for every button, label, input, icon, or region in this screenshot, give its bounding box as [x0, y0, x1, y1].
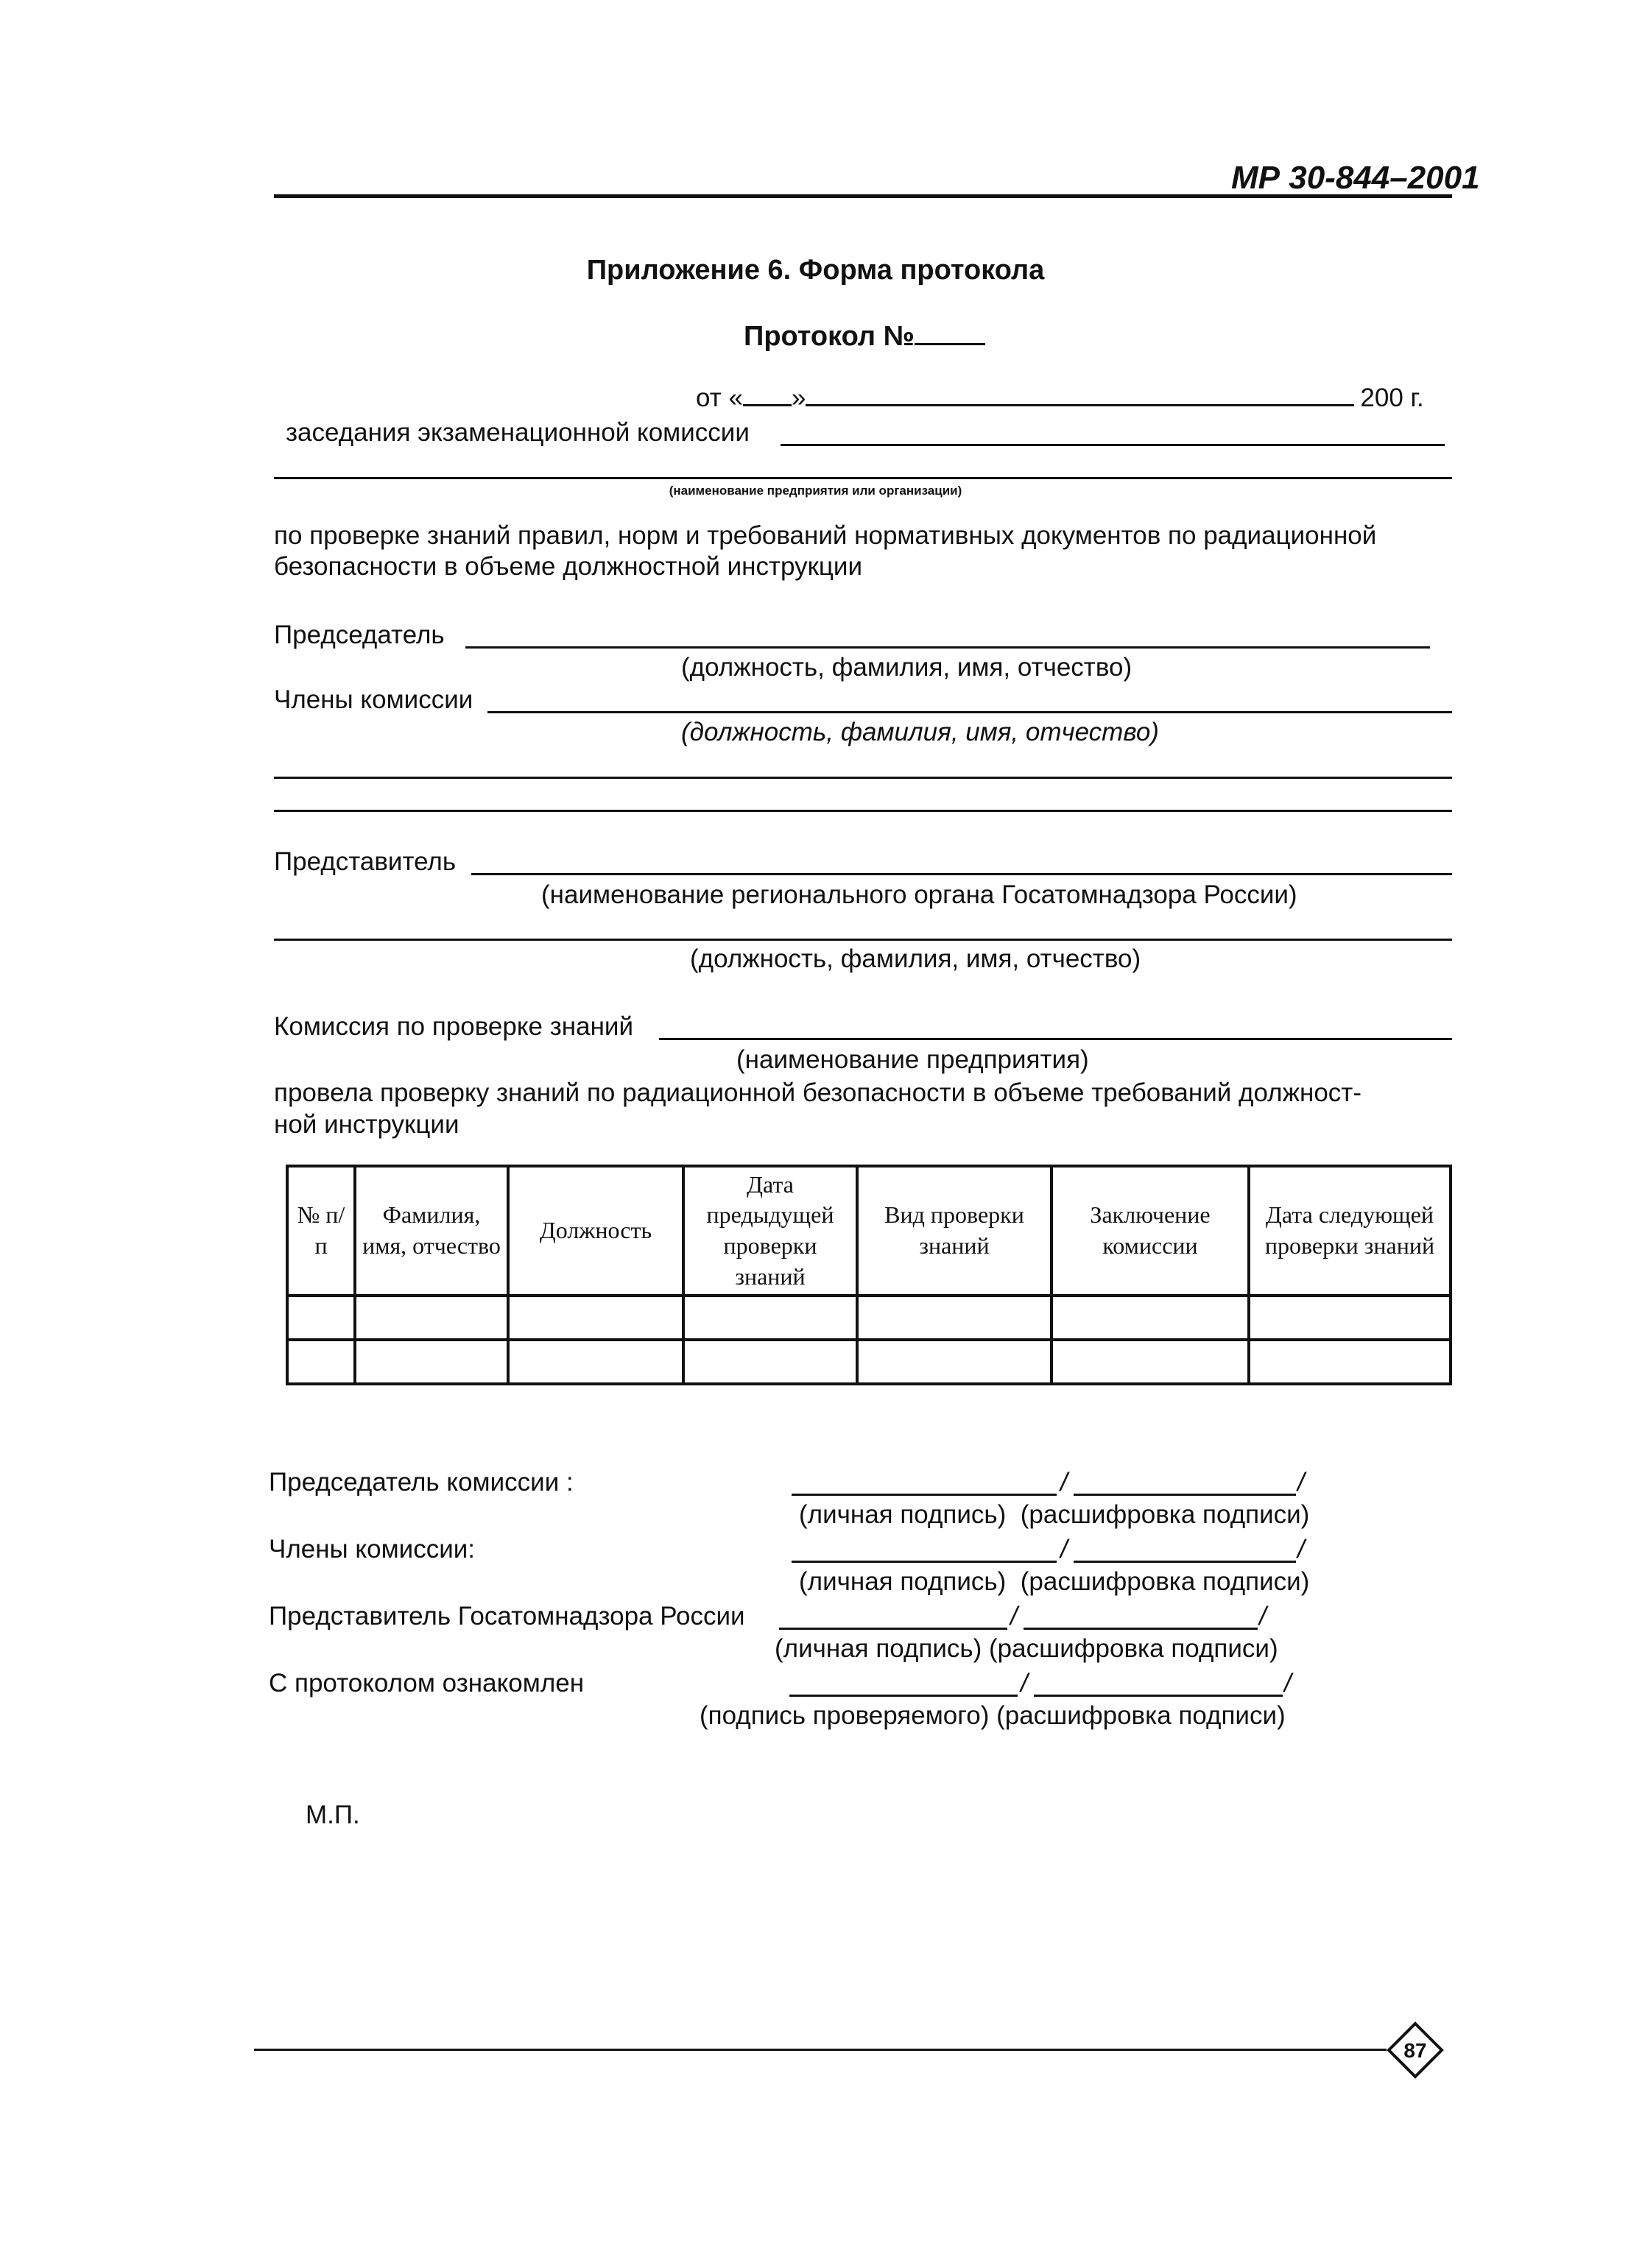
footer-rule: [254, 2049, 1387, 2051]
commission-label: Комиссия по проверке знаний: [274, 1012, 634, 1041]
sig-acknowledged-caption: (подпись проверяемого) (расшифровка подписи): [700, 1701, 1286, 1730]
table-cell[interactable]: [508, 1340, 683, 1384]
col-header-previous-check-date: Дата предыдущей проверки знаний: [683, 1166, 857, 1296]
chairman-label: Председатель: [274, 621, 445, 649]
representative-person-caption: (должность, фамилия, имя, отчество): [690, 944, 1141, 973]
table-cell[interactable]: [857, 1296, 1051, 1340]
sig-acknowledged-name-blank: [1034, 1695, 1283, 1697]
representative-person-blank: [274, 939, 1452, 941]
members-blank-3: [274, 810, 1452, 812]
meeting-org-caption: (наименование предприятия или организации): [669, 484, 962, 498]
sig-members-label: Члены комиссии:: [269, 1535, 476, 1564]
table-cell[interactable]: [1051, 1340, 1249, 1384]
table-cell[interactable]: [683, 1340, 857, 1384]
col-header-check-type: Вид проверки знаний: [857, 1166, 1051, 1296]
stamp-place-label: М.П.: [306, 1801, 360, 1829]
table-cell[interactable]: [508, 1296, 683, 1340]
table-cell[interactable]: [355, 1340, 508, 1384]
table-cell[interactable]: [857, 1340, 1051, 1384]
appendix-title: Приложение 6. Форма протокола: [586, 255, 1045, 286]
table-cell[interactable]: [287, 1340, 355, 1384]
members-blank: [487, 711, 1452, 713]
sig-acknowledged-signature-blank: [789, 1695, 1018, 1697]
sig-chairman-slash-2: /: [1297, 1468, 1305, 1497]
commission-text-line-2: ной инструкции: [274, 1110, 459, 1139]
sig-acknowledged-slash-1: /: [1021, 1669, 1028, 1698]
sig-members-slash-1: /: [1060, 1535, 1068, 1564]
sig-representative-caption: (личная подпись) (расшифровка подписи): [775, 1634, 1278, 1663]
table-row: [287, 1296, 1451, 1340]
date-line: [696, 385, 1424, 411]
sig-members-name-blank: [1074, 1561, 1296, 1563]
chairman-blank: [465, 646, 1430, 649]
document-code: МР 30-844–2001: [1231, 160, 1480, 196]
table-cell[interactable]: [1249, 1340, 1451, 1384]
protocol-title: [744, 322, 985, 350]
representative-label: Представитель: [274, 847, 457, 876]
sig-representative-label: Представитель Госатомнадзора России: [269, 1602, 745, 1631]
col-header-next-check-date: Дата следующей проверки знаний: [1249, 1166, 1451, 1296]
meeting-label: заседания экзаменационной комиссии: [286, 418, 750, 447]
sig-representative-slash-1: /: [1010, 1602, 1018, 1631]
sig-chairman-label: Председатель комиссии :: [269, 1468, 574, 1497]
meeting-org-blank: [781, 444, 1445, 446]
col-header-full-name: Фамилия, имя, отчество: [355, 1166, 508, 1296]
purpose-line-1: по проверке знаний правил, норм и требований нормативных документов по радиационной: [274, 521, 1377, 550]
table-cell[interactable]: [287, 1296, 355, 1340]
page-number-badge: [1386, 2021, 1445, 2080]
date-day-blank: [743, 404, 792, 406]
table-header-row: [287, 1166, 1451, 1296]
members-caption: (должность, фамилия, имя, отчество): [681, 718, 1159, 746]
date-quote-close: »: [791, 384, 806, 412]
header-rule: [274, 194, 1452, 198]
sig-acknowledged-slash-2: /: [1284, 1669, 1292, 1698]
table-cell[interactable]: [683, 1296, 857, 1340]
sig-members-caption: (личная подпись) (расшифровка подписи): [799, 1567, 1310, 1596]
col-header-position: Должность: [508, 1166, 683, 1296]
sig-acknowledged-label: С протоколом ознакомлен: [269, 1669, 585, 1698]
purpose-line-2: безопасности в объеме должностной инструкции: [274, 552, 863, 581]
table-cell[interactable]: [1249, 1296, 1451, 1340]
table-cell[interactable]: [355, 1296, 508, 1340]
date-year: 200 г.: [1360, 384, 1424, 412]
col-header-number: № п/п: [287, 1166, 355, 1296]
sig-chairman-name-blank: [1074, 1494, 1296, 1496]
protocol-label: Протокол №: [744, 321, 915, 352]
sig-representative-name-blank: [1024, 1628, 1258, 1630]
sig-members-slash-2: /: [1297, 1535, 1305, 1564]
table-cell[interactable]: [1051, 1296, 1249, 1340]
date-month-blank: [806, 404, 1354, 406]
commission-org-caption: (наименование предприятия): [736, 1045, 1089, 1074]
representative-org-blank: [471, 873, 1452, 875]
commission-text-line-1: провела проверку знаний по радиационной безопасности в объеме требований должност-: [274, 1078, 1361, 1107]
sig-chairman-caption: (личная подпись) (расшифровка подписи): [799, 1500, 1310, 1529]
table-row: [287, 1340, 1451, 1384]
protocol-number-blank: [915, 343, 985, 345]
chairman-caption: (должность, фамилия, имя, отчество): [681, 653, 1132, 682]
commission-org-blank: [659, 1038, 1452, 1040]
representative-org-caption: (наименование регионального органа Госатомнадзора России): [541, 880, 1297, 909]
date-prefix: от «: [696, 384, 743, 412]
members-label: Члены комиссии: [274, 685, 473, 714]
page-number: 87: [1403, 2039, 1427, 2062]
sig-chairman-signature-blank: [792, 1494, 1057, 1496]
sig-representative-signature-blank: [779, 1628, 1007, 1630]
meeting-org-blank-2: [274, 477, 1452, 479]
members-blank-2: [274, 777, 1452, 779]
sig-members-signature-blank: [792, 1561, 1057, 1563]
col-header-conclusion: Заключение комиссии: [1051, 1166, 1249, 1296]
knowledge-check-table: [286, 1165, 1452, 1385]
sig-representative-slash-2: /: [1259, 1602, 1267, 1631]
sig-chairman-slash-1: /: [1060, 1468, 1068, 1497]
